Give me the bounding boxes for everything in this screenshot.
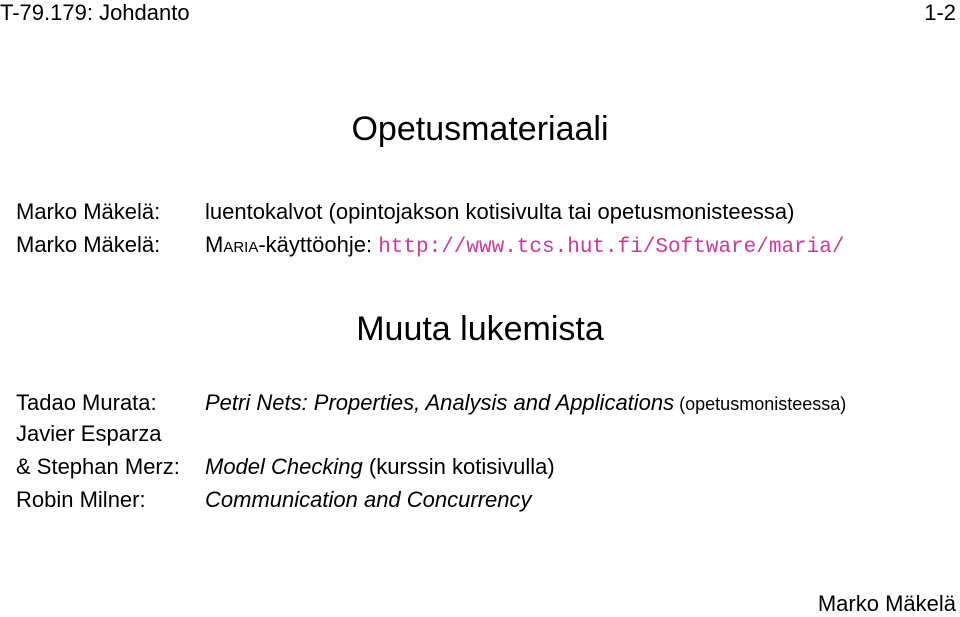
row-label: Robin Milner: [16, 487, 146, 512]
material-row [0, 199, 960, 227]
course-header: T-79.179: Johdanto [0, 0, 190, 25]
product-name-rest: aria [223, 232, 259, 257]
reading-row [0, 487, 960, 515]
book-title: Communication and Concurrency [205, 487, 532, 512]
row-label: Tadao Murata: [16, 390, 157, 415]
row-label: & Stephan Merz: [16, 454, 180, 479]
row-content [205, 454, 555, 480]
footer-author: Marko Mäkelä [817, 591, 956, 616]
reading-row [0, 390, 960, 418]
row-content [205, 487, 532, 513]
material-row [0, 232, 960, 260]
page-number: 1-2 [924, 0, 956, 25]
row-content [205, 390, 846, 416]
book-title: Petri Nets: Properties, Analysis and Applications [205, 390, 675, 415]
section-title-further-reading: Muuta lukemista [356, 310, 604, 348]
product-name-initial: M [205, 232, 224, 257]
reading-row [0, 421, 960, 449]
row-label: Marko Mäkelä: [16, 232, 161, 257]
book-note: (opetusmonisteessa) [674, 394, 847, 414]
row-content: luentokalvot (opintojakson kotisivulta tai opetusmonisteessa) [205, 199, 795, 224]
row-label: Javier Esparza [16, 421, 162, 446]
reading-row [0, 454, 960, 482]
maria-url-link[interactable]: http://www.tcs.hut.fi/Software/maria/ [378, 236, 845, 259]
row-content [205, 232, 844, 259]
section-title-teaching-material: Opetusmateriaali [351, 110, 609, 148]
book-note: (kurssin kotisivulla) [362, 454, 555, 479]
row-content-suffix: -käyttöohje: [258, 232, 379, 257]
book-title: Model Checking [205, 454, 363, 479]
row-label: Marko Mäkelä: [16, 199, 161, 224]
